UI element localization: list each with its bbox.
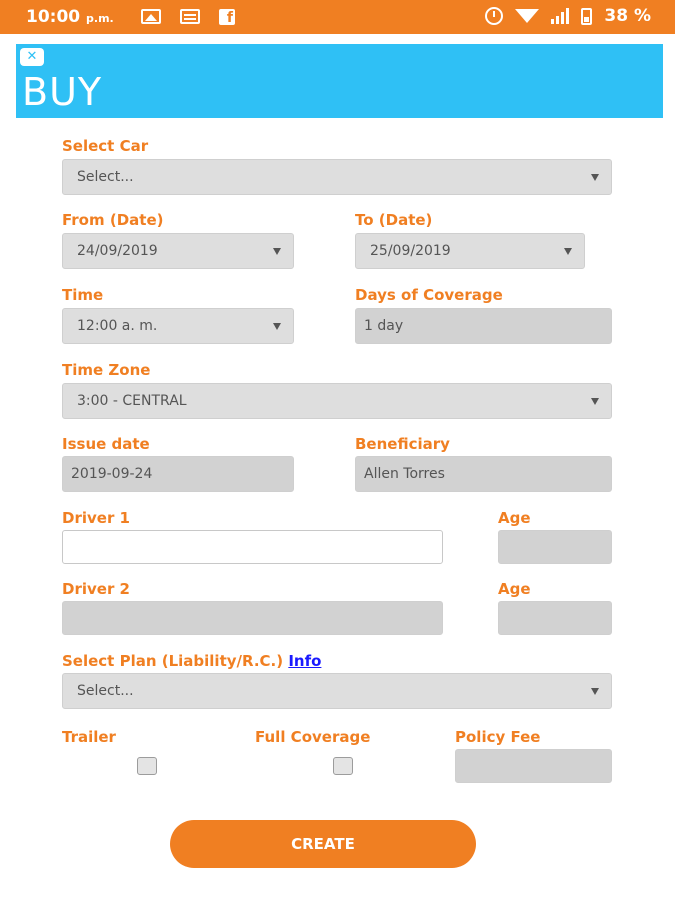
select-car-label: Select Car <box>62 137 149 155</box>
status-bar <box>0 0 675 34</box>
policy-fee-field <box>455 749 612 783</box>
full-coverage-label: Full Coverage <box>255 728 371 746</box>
wifi-icon <box>515 9 539 23</box>
driver2-input[interactable] <box>62 601 443 635</box>
message-icon <box>180 9 200 24</box>
chevron-down-icon <box>591 688 599 695</box>
driver1-input[interactable] <box>62 530 443 564</box>
driver2-label: Driver 2 <box>62 580 130 598</box>
chevron-down-icon <box>591 174 599 181</box>
trailer-label: Trailer <box>62 728 116 746</box>
battery-icon <box>581 8 592 25</box>
time-zone-label: Time Zone <box>62 361 151 379</box>
from-date-value: 24/09/2019 <box>77 243 158 259</box>
close-icon[interactable]: ✕ <box>20 48 44 66</box>
full-coverage-checkbox[interactable] <box>333 757 353 775</box>
driver2-age-label: Age <box>498 580 531 598</box>
driver1-age-label: Age <box>498 509 531 527</box>
time-value: 12:00 a. m. <box>77 318 158 334</box>
alarm-icon <box>485 7 503 25</box>
page-title: BUY <box>22 70 103 114</box>
select-plan-value: Select... <box>77 683 134 699</box>
select-car-value: Select... <box>77 169 134 185</box>
issue-date-value: 2019-09-24 <box>71 466 153 482</box>
days-of-coverage-value: 1 day <box>364 318 404 334</box>
create-button[interactable]: CREATE <box>170 820 476 868</box>
chevron-down-icon <box>564 248 572 255</box>
from-date-label: From (Date) <box>62 211 164 229</box>
issue-date-label: Issue date <box>62 435 150 453</box>
select-car-dropdown[interactable] <box>62 159 612 195</box>
trailer-checkbox[interactable] <box>137 757 157 775</box>
to-date-label: To (Date) <box>355 211 433 229</box>
chevron-down-icon <box>273 323 281 330</box>
status-time <box>26 7 114 27</box>
time-dropdown[interactable] <box>62 308 294 344</box>
driver1-label: Driver 1 <box>62 509 130 527</box>
days-of-coverage-label: Days of Coverage <box>355 286 503 304</box>
issue-date-field <box>62 456 294 492</box>
driver2-age-field <box>498 601 612 635</box>
status-right <box>485 6 651 26</box>
facebook-icon: f <box>219 9 235 25</box>
beneficiary-label: Beneficiary <box>355 435 450 453</box>
days-of-coverage-field <box>355 308 612 344</box>
battery-level: 38 % <box>604 6 651 26</box>
driver1-age-field <box>498 530 612 564</box>
chevron-down-icon <box>591 398 599 405</box>
time-zone-value: 3:00 - CENTRAL <box>77 393 187 409</box>
time-label: Time <box>62 286 104 304</box>
select-plan-label <box>62 652 321 670</box>
beneficiary-field <box>355 456 612 492</box>
time-zone-dropdown[interactable] <box>62 383 612 419</box>
select-plan-dropdown[interactable] <box>62 673 612 709</box>
status-time-ampm: p.m. <box>86 12 114 25</box>
image-icon <box>141 9 161 24</box>
beneficiary-value: Allen Torres <box>364 466 445 482</box>
to-date-dropdown[interactable] <box>355 233 585 269</box>
policy-fee-label: Policy Fee <box>455 728 541 746</box>
signal-icon <box>551 8 569 24</box>
select-plan-label-text: Select Plan (Liability/R.C.) <box>62 652 284 670</box>
page-header <box>16 44 663 118</box>
status-time-value: 10:00 <box>26 7 81 27</box>
to-date-value: 25/09/2019 <box>370 243 451 259</box>
info-link[interactable]: Info <box>288 652 322 670</box>
from-date-dropdown[interactable] <box>62 233 294 269</box>
chevron-down-icon <box>273 248 281 255</box>
